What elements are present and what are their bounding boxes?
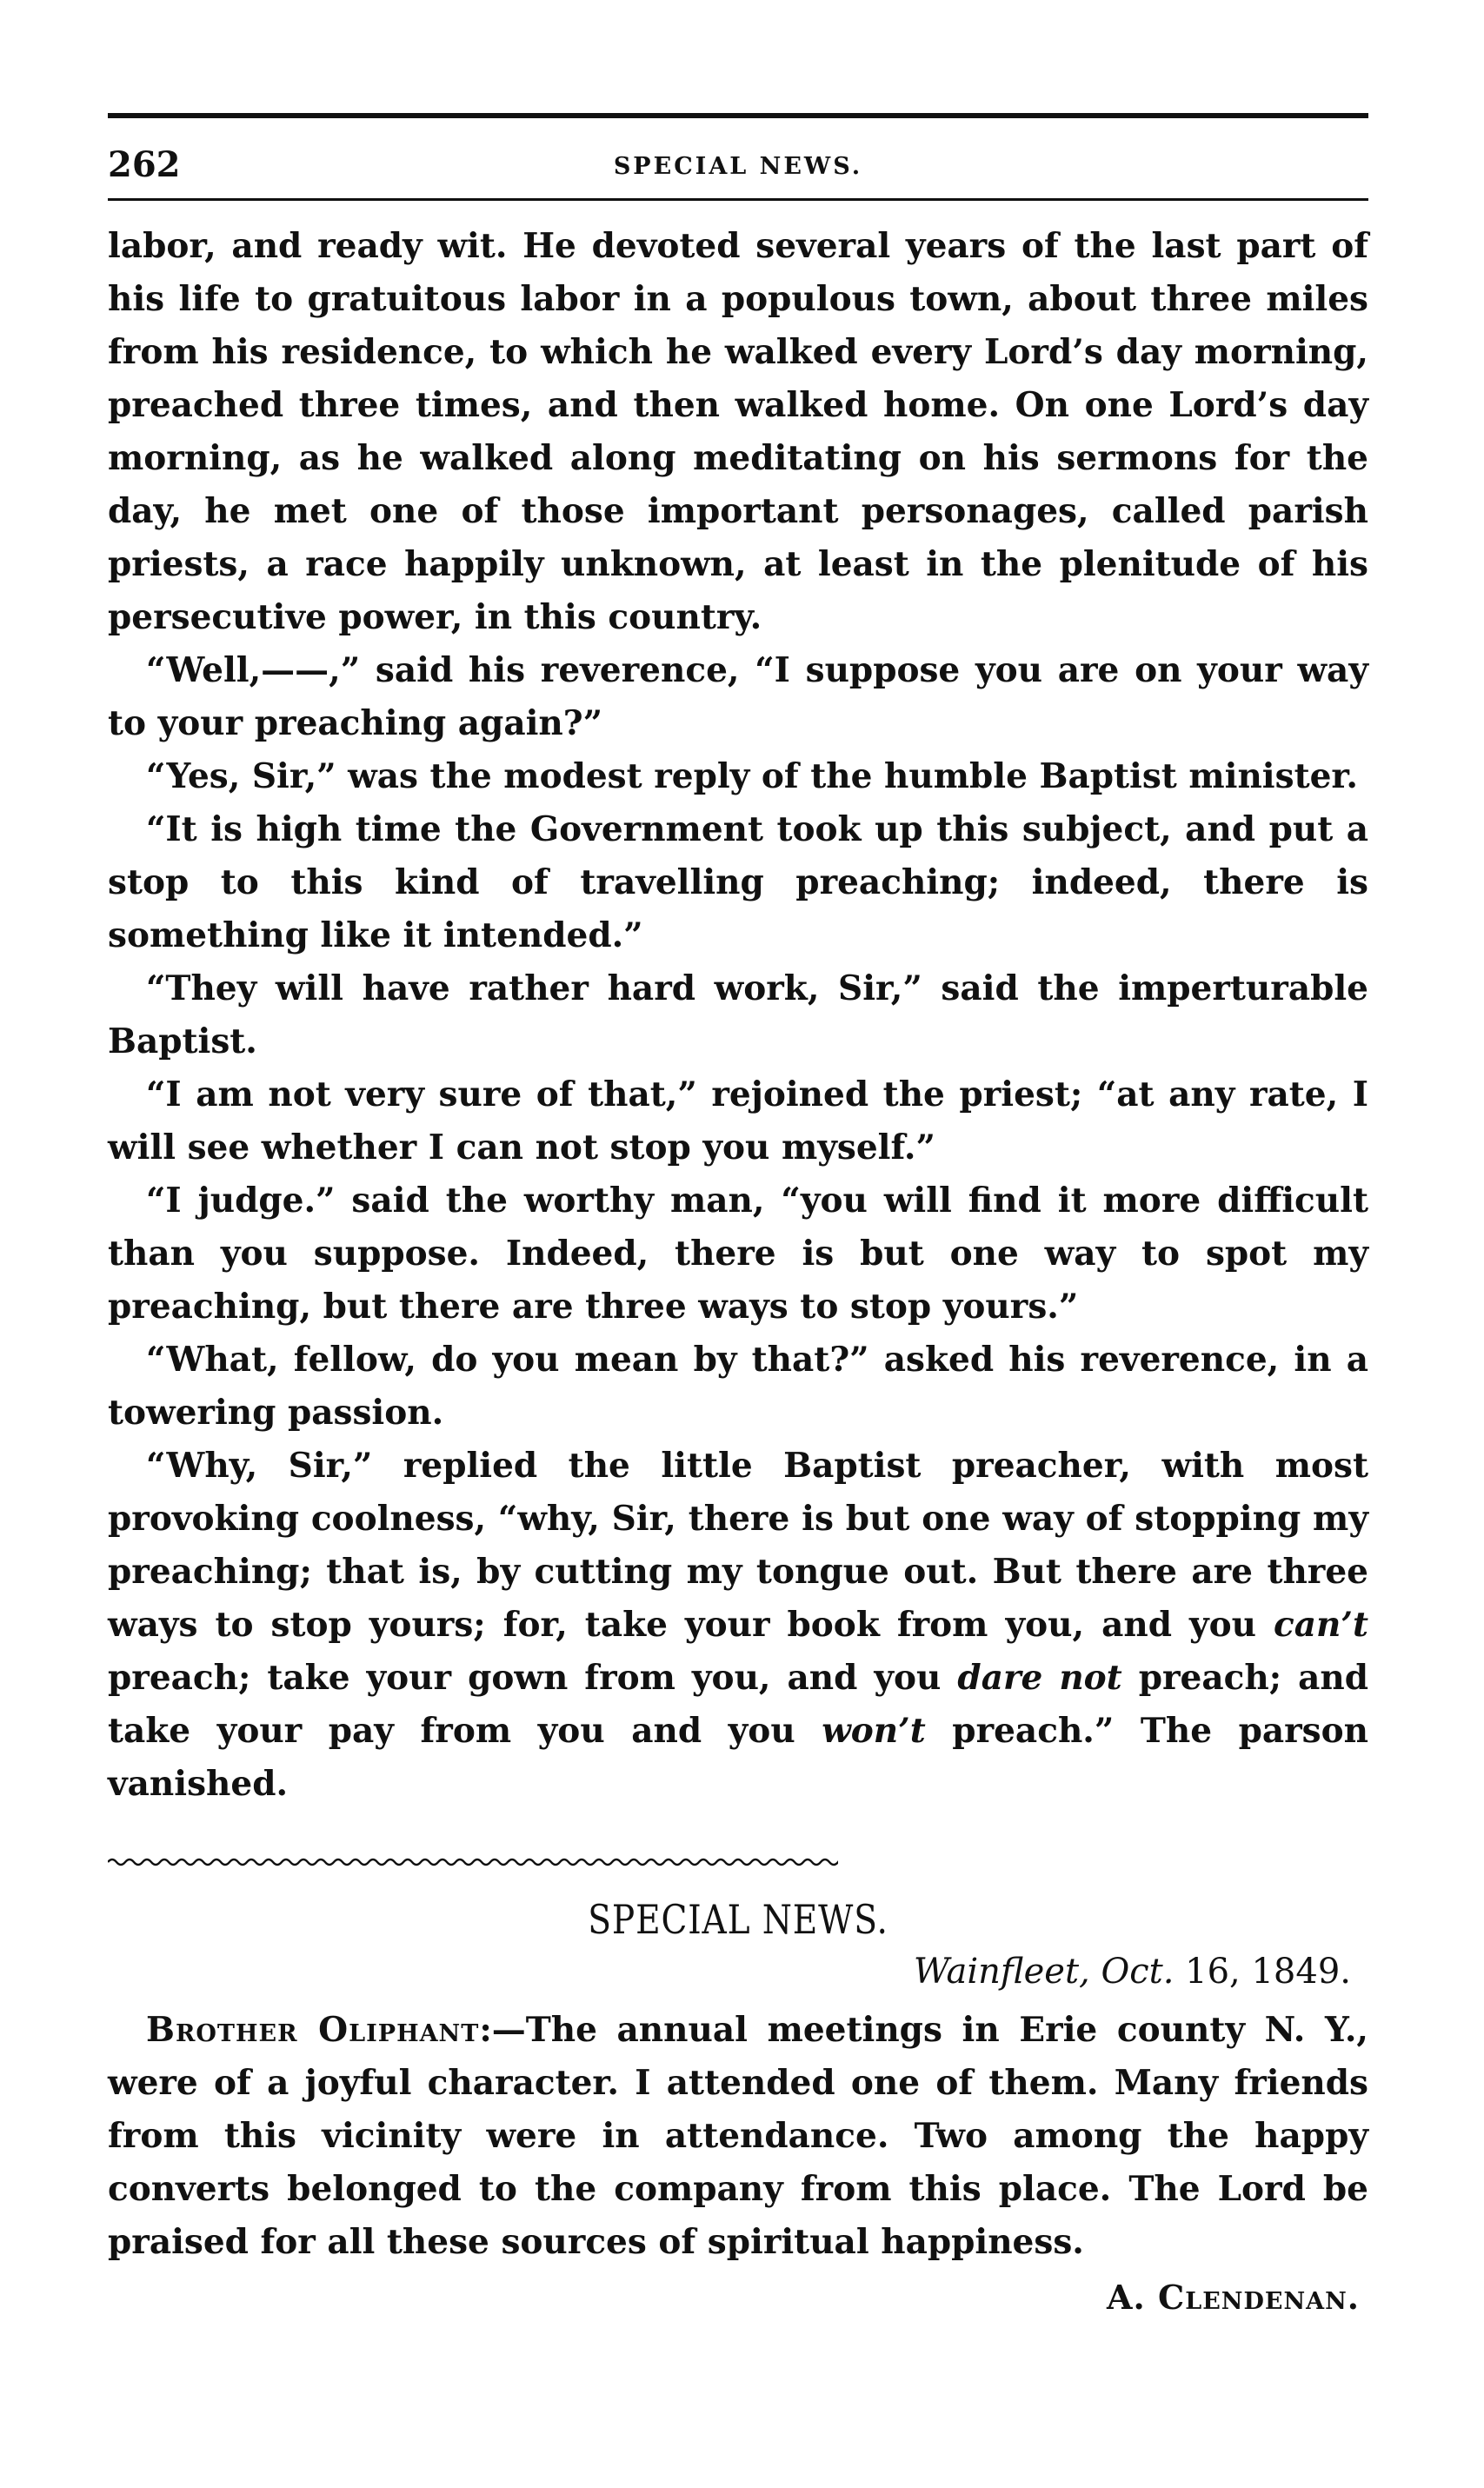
- paragraph: “What, fellow, do you mean by that?” asked his reverence, in a towering passion.: [108, 1340, 1368, 1433]
- wavy-divider: [108, 1856, 838, 1868]
- dateline-month: Oct.: [1101, 1952, 1175, 1992]
- letter-body: [108, 2004, 1368, 2269]
- dateline-place: Wainfleet,: [913, 1952, 1090, 1992]
- signature: A. Clendenan.: [1107, 2278, 1360, 2317]
- final-paragraph: “Why, Sir,” replied the little Baptist preacher, with most provoking coolness, “why, Sir, there is but one way of stopping my preaching; that is, by cutting my tongue out. But there are three ways to stop yours; for, take your book from you, and you can’t preach; take your gown from you, and you dare not preach; and take your pay from you and you won’t preach.” The parson vanished.: [108, 1446, 1368, 1804]
- paragraph: “I am not very sure of that,” rejoined the priest; “at any rate, I will see whether I can not stop you myself.”: [108, 1074, 1368, 1167]
- paragraph: “Well,——,” said his reverence, “I suppose you are on your way to your preaching again?”: [108, 650, 1368, 743]
- page: [108, 113, 1368, 2317]
- salutation: Brother Oliphant: [146, 2010, 480, 2050]
- paragraph: “Yes, Sir,” was the modest reply of the humble Baptist minister.: [146, 756, 1358, 796]
- paragraph: labor, and ready wit. He devoted several years of the last part of his life to gratuitous labor in a populous town, about three miles from his residence, to which he walked every Lord’s day morning, preached three times, and then walked home. On one Lord’s day morning, as he walked along meditating on his sermons for the day, he met one of those important personages, called parish priests, a race happily unknown, at least in the plenitude of his persecutive power, in this country.: [108, 226, 1368, 637]
- paragraph: “I judge.” said the worthy man, “you will find it more difficult than you suppose. Indeed, there is but one way to spot my preaching, but there are three ways to stop yours.”: [108, 1181, 1368, 1327]
- dateline-date: 16, 1849.: [1185, 1952, 1351, 1992]
- paragraph: “They will have rather hard work, Sir,” said the imperturable Baptist.: [108, 968, 1368, 1061]
- page-number: 262: [108, 144, 181, 185]
- dateline: [108, 1952, 1368, 1992]
- section-title: SPECIAL NEWS.: [588, 1896, 888, 1943]
- page-header: [108, 130, 1368, 198]
- paragraph: “It is high time the Government took up this subject, and put a stop to this kind of travelling preaching; indeed, there is something like it intended.”: [108, 809, 1368, 955]
- letter-text: :—The annual meetings in Erie county N. Y., were of a joyful character. I attended one of them. Many friends from this vicinity were in attendance. Two among the happy converts belonged to the company from this place. The Lord be praised for all these sources of spiritual happiness.: [108, 2010, 1368, 2262]
- story-text: [108, 220, 1368, 1811]
- running-head: SPECIAL NEWS.: [613, 153, 863, 180]
- header-rule: [108, 198, 1368, 201]
- top-rule: [108, 113, 1368, 118]
